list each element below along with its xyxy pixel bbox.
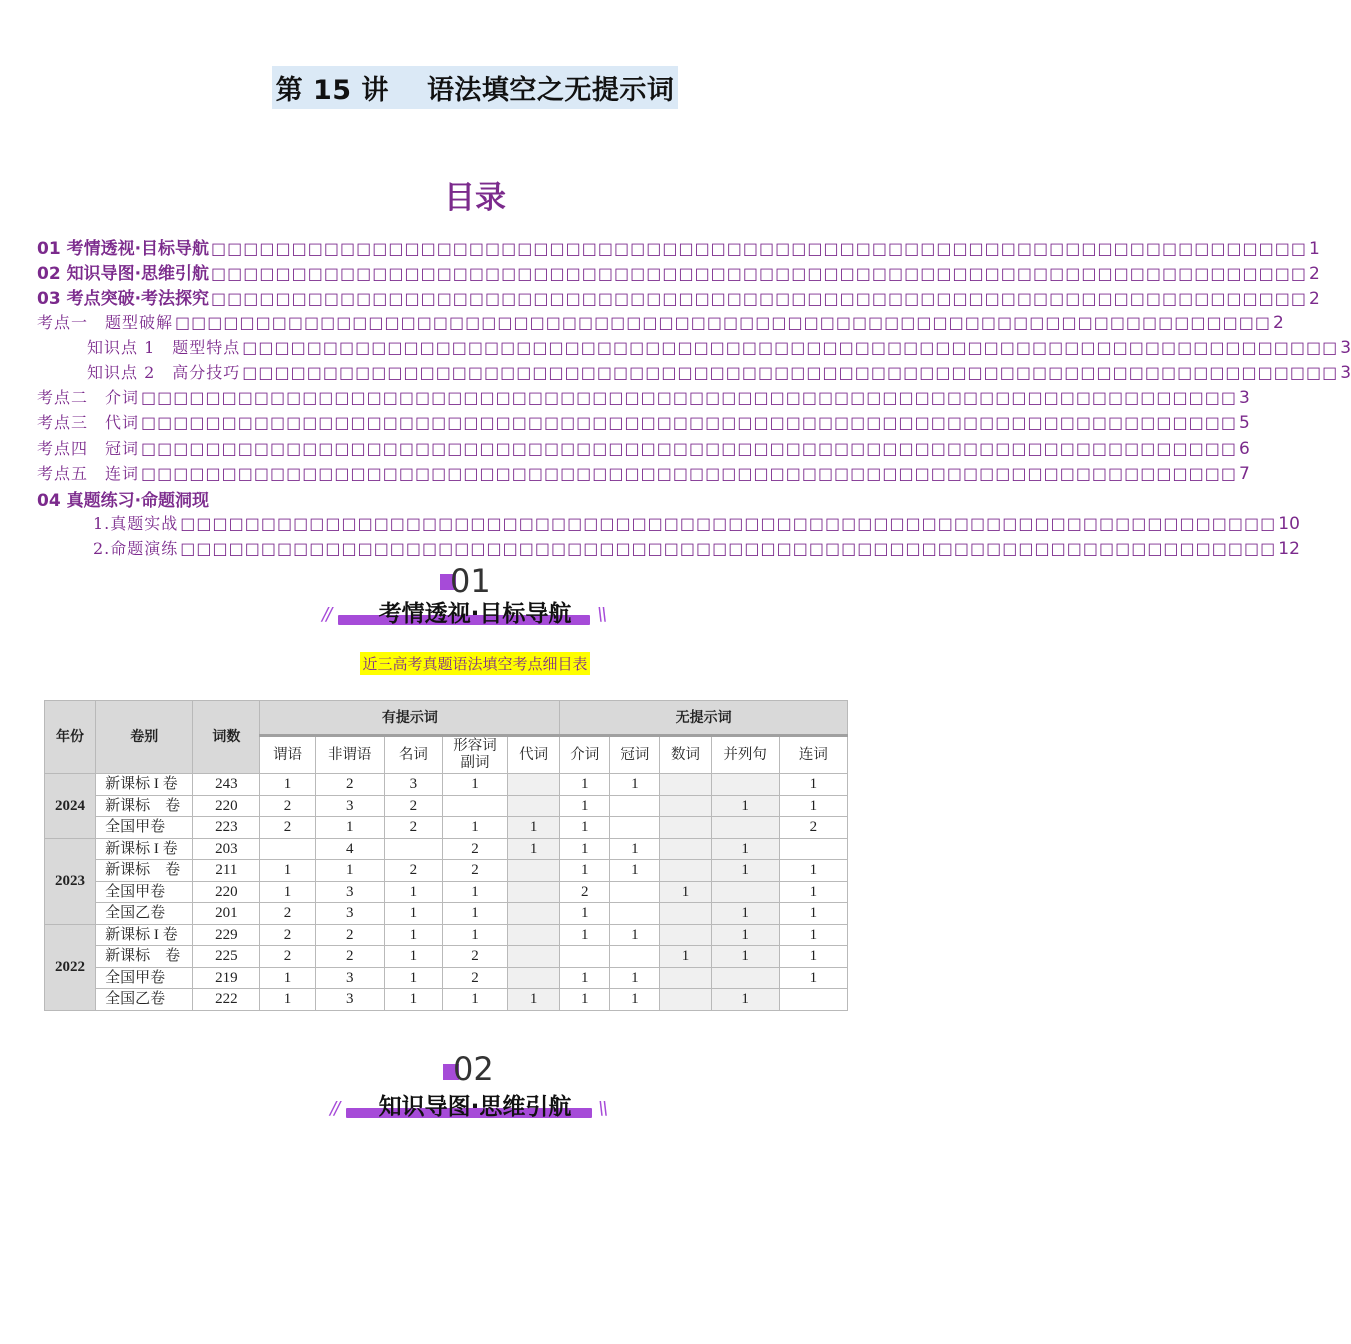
right-slash-decoration: \\ [598, 1098, 607, 1119]
count-cell: 1 [384, 924, 442, 946]
year-cell: 2022 [45, 924, 96, 1010]
toc-entry-label: 01 考情透视·目标导航 [37, 239, 210, 259]
count-cell: 1 [711, 860, 779, 882]
count-cell [610, 946, 660, 968]
left-slash-decoration: // [322, 604, 331, 625]
count-cell [508, 860, 560, 882]
count-cell: 4 [315, 838, 384, 860]
count-cell [660, 989, 711, 1011]
toc-leader: □□□□□□□□□□□□□□□□□□□□□□□□□□□□□□□□□□□□□□□□□□□□□□□□□□□□□□□□□□□□□□□□□□□□ [242, 337, 1339, 357]
word-count-cell: 225 [193, 946, 260, 968]
count-cell: 1 [779, 924, 847, 946]
year-cell: 2024 [45, 774, 96, 839]
title-topic: 语法填空之无提示词 [426, 75, 675, 106]
count-cell: 3 [315, 881, 384, 903]
section-number: 02 [453, 1050, 494, 1088]
count-cell: 1 [660, 881, 711, 903]
count-cell: 2 [442, 838, 507, 860]
count-cell [610, 817, 660, 839]
count-cell: 1 [711, 795, 779, 817]
toc-entry[interactable] [37, 461, 1250, 486]
count-cell [711, 967, 779, 989]
count-cell: 1 [442, 774, 507, 796]
table-row [45, 838, 848, 860]
count-cell: 1 [315, 817, 384, 839]
count-cell: 1 [610, 967, 660, 989]
count-cell: 2 [315, 924, 384, 946]
count-cell [660, 817, 711, 839]
document-title [0, 66, 950, 109]
section-01-banner [0, 562, 950, 632]
count-cell: 1 [384, 881, 442, 903]
count-cell: 1 [260, 881, 315, 903]
title-box [272, 66, 679, 109]
toc-page-number: 2 [1272, 312, 1284, 333]
header-col: 连词 [779, 736, 847, 774]
toc-entry[interactable] [37, 410, 1250, 435]
count-cell: 1 [610, 924, 660, 946]
count-cell: 1 [560, 795, 610, 817]
count-cell: 1 [442, 817, 507, 839]
toc-page-number: 2 [1309, 264, 1320, 285]
count-cell [660, 903, 711, 925]
paper-cell: 新课标 卷 [96, 795, 193, 817]
count-cell: 1 [560, 860, 610, 882]
count-cell: 1 [508, 817, 560, 839]
paper-cell: 新课标 I 卷 [96, 924, 193, 946]
count-cell: 1 [711, 924, 779, 946]
toc-entry[interactable] [37, 385, 1250, 410]
count-cell: 1 [508, 838, 560, 860]
toc-leader: □□□□□□□□□□□□□□□□□□□□□□□□□□□□□□□□□□□□□□□□□□□□□□□□□□□□□□□□□□□□□□□□□□□□ [141, 413, 1237, 433]
table-row [45, 967, 848, 989]
toc-entry-label: 02 知识导图·思维引航 [37, 264, 210, 285]
count-cell: 1 [260, 860, 315, 882]
count-cell: 1 [779, 774, 847, 796]
count-cell: 1 [442, 924, 507, 946]
count-cell: 1 [442, 881, 507, 903]
count-cell [384, 838, 442, 860]
count-cell: 2 [315, 946, 384, 968]
toc-entry[interactable] [37, 536, 1300, 561]
count-cell [660, 774, 711, 796]
count-cell: 2 [260, 924, 315, 946]
count-cell: 3 [315, 989, 384, 1011]
section-number: 01 [450, 562, 491, 600]
count-cell: 2 [384, 860, 442, 882]
header-col: 代词 [508, 736, 560, 774]
toc-entry-label: 考点四 冠词 [37, 438, 140, 458]
word-count-cell: 211 [193, 860, 260, 882]
right-slash-decoration: \\ [597, 604, 606, 625]
count-cell: 1 [260, 989, 315, 1011]
toc-entry[interactable] [37, 259, 1320, 285]
toc-leader: □□□□□□□□□□□□□□□□□□□□□□□□□□□□□□□□□□□□□□□□□□□□□□□□□□□□□□□□□□□□□□□□□□□□ [211, 289, 1308, 309]
count-cell: 1 [610, 989, 660, 1011]
paper-cell: 新课标 I 卷 [96, 774, 193, 796]
count-cell [508, 774, 560, 796]
toc-page-number: 6 [1238, 438, 1250, 459]
toc-leader: □□□□□□□□□□□□□□□□□□□□□□□□□□□□□□□□□□□□□□□□□□□□□□□□□□□□□□□□□□□□□□□□□□□□ [141, 463, 1237, 483]
count-cell: 1 [779, 860, 847, 882]
section-title: 考情透视·目标导航 [378, 601, 572, 627]
table-row [45, 817, 848, 839]
count-cell [711, 881, 779, 903]
toc-page-number: 12 [1278, 539, 1300, 560]
count-cell: 2 [384, 817, 442, 839]
count-cell: 2 [442, 946, 507, 968]
year-cell: 2023 [45, 838, 96, 924]
toc-entry[interactable] [37, 310, 1284, 335]
count-cell [779, 989, 847, 1011]
toc-page-number: 3 [1340, 362, 1351, 383]
count-cell [660, 795, 711, 817]
toc-leader: □□□□□□□□□□□□□□□□□□□□□□□□□□□□□□□□□□□□□□□□□□□□□□□□□□□□□□□□□□□□□□□□□□□□ [175, 312, 1271, 332]
toc-entry[interactable] [37, 335, 1351, 360]
header-col: 形容词 副词 [442, 736, 507, 774]
table-caption: 近三高考真题语法填空考点细目表 [360, 652, 589, 675]
count-cell: 1 [560, 989, 610, 1011]
count-cell: 1 [660, 946, 711, 968]
count-cell [779, 838, 847, 860]
count-cell: 3 [384, 774, 442, 796]
count-cell: 2 [779, 817, 847, 839]
word-count-cell: 223 [193, 817, 260, 839]
count-cell [711, 774, 779, 796]
count-cell [560, 946, 610, 968]
count-cell: 2 [260, 795, 315, 817]
header-col: 数词 [660, 736, 711, 774]
toc-page-number: 7 [1238, 463, 1250, 484]
table-row [45, 860, 848, 882]
count-cell [508, 881, 560, 903]
toc-leader: □□□□□□□□□□□□□□□□□□□□□□□□□□□□□□□□□□□□□□□□□□□□□□□□□□□□□□□□□□□□□□□□□□□□ [180, 539, 1277, 559]
paper-cell: 全国乙卷 [96, 903, 193, 925]
paper-cell: 新课标 I 卷 [96, 838, 193, 860]
header-col: 非谓语 [315, 736, 384, 774]
word-count-cell: 203 [193, 838, 260, 860]
toc-entry-label: 知识点 2 高分技巧 [87, 362, 241, 382]
paper-cell: 全国乙卷 [96, 989, 193, 1011]
table-body [45, 774, 848, 1011]
table-row [45, 946, 848, 968]
header-col: 谓语 [260, 736, 315, 774]
toc-entry[interactable] [37, 436, 1250, 461]
word-count-cell: 219 [193, 967, 260, 989]
toc-page-number: 10 [1278, 514, 1300, 535]
count-cell: 1 [560, 774, 610, 796]
count-cell: 3 [315, 903, 384, 925]
toc-page-number: 2 [1309, 289, 1320, 310]
toc-page-number: 3 [1340, 337, 1351, 358]
header-col: 名词 [384, 736, 442, 774]
table-row [45, 881, 848, 903]
word-count-cell: 201 [193, 903, 260, 925]
count-cell: 2 [315, 774, 384, 796]
toc-entry-label: 考点三 代词 [37, 413, 140, 433]
count-cell [660, 838, 711, 860]
count-cell [508, 795, 560, 817]
count-cell: 2 [560, 881, 610, 903]
header-col: 并列句 [711, 736, 779, 774]
count-cell: 1 [442, 989, 507, 1011]
table-caption-wrap [0, 652, 950, 675]
toc-leader: □□□□□□□□□□□□□□□□□□□□□□□□□□□□□□□□□□□□□□□□□□□□□□□□□□□□□□□□□□□□□□□□□□□□ [211, 239, 1308, 258]
toc-leader: □□□□□□□□□□□□□□□□□□□□□□□□□□□□□□□□□□□□□□□□□□□□□□□□□□□□□□□□□□□□□□□□□□□□ [141, 388, 1237, 408]
toc-entry[interactable] [37, 284, 1320, 310]
toc-entry[interactable] [37, 486, 813, 511]
count-cell: 3 [315, 967, 384, 989]
toc-entry-label: 考点二 介词 [37, 388, 140, 408]
header-paper: 卷别 [96, 701, 193, 774]
count-cell: 1 [384, 967, 442, 989]
header-year: 年份 [45, 701, 96, 774]
toc-page-number: 1 [1309, 239, 1320, 259]
toc-entry[interactable] [37, 360, 1351, 385]
table-row [45, 903, 848, 925]
toc-leader: □□□□□□□□□□□□□□□□□□□□□□□□□□□□□□□□□□□□□□□□□□□□□□□□□□□□□□□□□□□□□□□□□□□□ [180, 514, 1277, 534]
paper-cell: 新课标 卷 [96, 860, 193, 882]
count-cell [711, 817, 779, 839]
count-cell: 1 [779, 967, 847, 989]
count-cell: 1 [779, 881, 847, 903]
count-cell: 1 [508, 989, 560, 1011]
paper-cell: 全国甲卷 [96, 817, 193, 839]
toc-leader: □□□□□□□□□□□□□□□□□□□□□□□□□□□□□□□□□□□□□□□□□□□□□□□□□□□□□□□□□□□□□□□□□□□□ [242, 362, 1339, 382]
header-col: 介词 [560, 736, 610, 774]
count-cell: 1 [260, 967, 315, 989]
count-cell: 1 [560, 838, 610, 860]
count-cell: 2 [384, 795, 442, 817]
count-cell: 1 [384, 946, 442, 968]
count-cell: 1 [711, 903, 779, 925]
toc-entry[interactable] [37, 234, 1320, 259]
left-slash-decoration: // [330, 1098, 339, 1119]
count-cell [508, 903, 560, 925]
count-cell [260, 838, 315, 860]
count-cell: 1 [610, 838, 660, 860]
table-of-contents [37, 234, 1351, 561]
count-cell: 1 [779, 903, 847, 925]
count-cell [660, 924, 711, 946]
header-words: 词数 [193, 701, 260, 774]
count-cell: 1 [384, 903, 442, 925]
count-cell: 3 [315, 795, 384, 817]
toc-entry[interactable] [37, 511, 1300, 536]
count-cell: 1 [442, 903, 507, 925]
count-cell: 1 [315, 860, 384, 882]
paper-cell: 全国甲卷 [96, 881, 193, 903]
count-cell: 1 [260, 774, 315, 796]
count-cell: 1 [560, 924, 610, 946]
toc-heading: 目录 [444, 180, 506, 216]
count-cell: 1 [610, 860, 660, 882]
count-cell: 1 [711, 989, 779, 1011]
toc-entry-label: 04 真题练习·命题洞现 [37, 490, 210, 511]
count-cell: 1 [610, 774, 660, 796]
count-cell [508, 946, 560, 968]
toc-page-number: 3 [1238, 388, 1250, 409]
count-cell: 2 [442, 860, 507, 882]
count-cell: 1 [779, 795, 847, 817]
count-cell: 1 [560, 817, 610, 839]
toc-leader: □□□□□□□□□□□□□□□□□□□□□□□□□□□□□□□□□□□□□□□□□□□□□□□□□□□□□□□□□□□□□□□□□□□□ [141, 438, 1237, 458]
toc-page-number: 5 [1238, 413, 1250, 434]
word-count-cell: 220 [193, 795, 260, 817]
table-row [45, 989, 848, 1011]
count-cell [508, 967, 560, 989]
count-cell [610, 881, 660, 903]
count-cell: 2 [260, 817, 315, 839]
count-cell: 2 [260, 946, 315, 968]
count-cell [610, 903, 660, 925]
section-title: 知识导图·思维引航 [378, 1094, 572, 1120]
paper-cell: 全国甲卷 [96, 967, 193, 989]
word-count-cell: 243 [193, 774, 260, 796]
exam-points-table [44, 700, 848, 1011]
table-row [45, 924, 848, 946]
header-with-hint: 有提示词 [260, 701, 560, 736]
toc-entry-label: 考点五 连词 [37, 463, 140, 483]
word-count-cell: 229 [193, 924, 260, 946]
count-cell: 1 [560, 903, 610, 925]
table-row [45, 795, 848, 817]
count-cell: 2 [442, 967, 507, 989]
paper-cell: 新课标 卷 [96, 946, 193, 968]
count-cell [660, 860, 711, 882]
count-cell: 1 [384, 989, 442, 1011]
toc-entry-label: 03 考点突破·考法探究 [37, 289, 210, 310]
count-cell: 1 [560, 967, 610, 989]
count-cell [442, 795, 507, 817]
toc-leader: □□□□□□□□□□□□□□□□□□□□□□□□□□□□□□□□□□□□□□□□□□□□□□□□□□□□□□□□□□□□□□□□□□□□ [211, 264, 1308, 284]
table-row [45, 774, 848, 796]
word-count-cell: 222 [193, 989, 260, 1011]
section-02-banner [0, 1050, 950, 1120]
toc-entry-label: 1.真题实战 [93, 514, 179, 534]
count-cell: 1 [779, 946, 847, 968]
toc-entry-label: 2.命题演练 [93, 539, 179, 559]
count-cell [610, 795, 660, 817]
count-cell [660, 967, 711, 989]
count-cell: 2 [260, 903, 315, 925]
count-cell: 1 [711, 838, 779, 860]
header-col: 冠词 [610, 736, 660, 774]
count-cell: 1 [711, 946, 779, 968]
title-lesson: 第 15 讲 [275, 75, 389, 106]
toc-entry-label: 考点一 题型破解 [37, 312, 174, 332]
toc-entry-label: 知识点 1 题型特点 [87, 337, 241, 357]
header-no-hint: 无提示词 [560, 701, 848, 736]
word-count-cell: 220 [193, 881, 260, 903]
count-cell [508, 924, 560, 946]
